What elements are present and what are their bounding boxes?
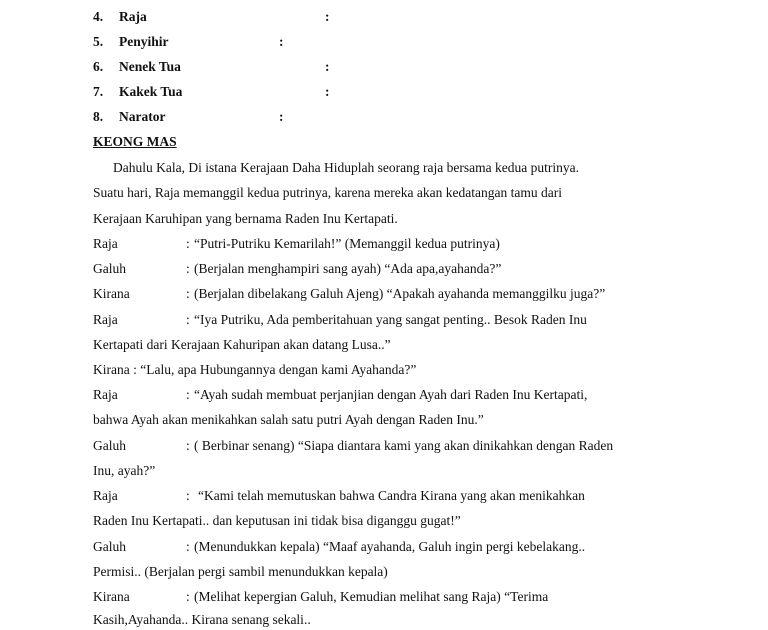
dialogue-text: ( Berbinar senang) “Siapa diantara kami yang akan dinikahkan dengan Raden (194, 438, 614, 453)
speaker-colon: : (186, 286, 190, 301)
dialogue-continuation: Inu, ayah?” (93, 463, 156, 478)
cast-colon: : (325, 9, 330, 24)
cast-role: Raja (119, 9, 147, 24)
speaker-colon: : (186, 539, 190, 554)
dialogue-continuation: bahwa Ayah akan menikahkan salah satu putri Ayah dengan Raden Inu.” (93, 412, 484, 427)
cast-number: 4. (93, 9, 104, 24)
cast-colon: : (325, 59, 330, 74)
cast-colon: : (279, 34, 284, 49)
speaker: Raja (93, 312, 118, 327)
speaker-colon: : (186, 312, 190, 327)
dialogue-continuation: Raden Inu Kertapati.. dan keputusan ini tidak bisa diganggu gugat!” (93, 513, 461, 528)
speaker: Galuh (93, 438, 126, 453)
speaker: Kirana (93, 286, 130, 301)
cast-number: 8. (93, 109, 104, 124)
speaker: Raja (93, 387, 118, 402)
cast-colon: : (279, 109, 284, 124)
speaker: Raja (93, 488, 118, 503)
speaker-colon: : (186, 236, 190, 251)
speaker: Raja (93, 236, 118, 251)
speaker: Galuh (93, 539, 126, 554)
dialogue-text: (Menundukkan kepala) “Maaf ayahanda, Galuh ingin pergi kebelakang.. (194, 539, 586, 554)
dialogue-text: (Berjalan menghampiri sang ayah) “Ada apa,ayahanda?” (194, 261, 502, 276)
dialogue-text: “Kami telah memutuskan bahwa Candra Kirana yang akan menikahkan (198, 488, 585, 503)
dialogue-text: “Iya Putriku, Ada pemberitahuan yang sangat penting.. Besok Raden Inu (194, 312, 587, 327)
speaker-colon: : (186, 438, 190, 453)
cast-number: 6. (93, 59, 104, 74)
speaker: Galuh (93, 261, 126, 276)
cast-role: Kakek Tua (119, 84, 183, 99)
dialogue-text: (Melihat kepergian Galuh, Kemudian melihat sang Raja) “Terima (194, 589, 549, 604)
intro-line: Suatu hari, Raja memanggil kedua putrinya, karena mereka akan kedatangan tamu dari (93, 185, 562, 200)
speaker-colon: : (186, 261, 190, 276)
dialogue-text: (Berjalan dibelakang Galuh Ajeng) “Apakah ayahanda memanggilku juga?” (194, 286, 606, 301)
cast-colon: : (325, 84, 330, 99)
cast-number: 7. (93, 84, 104, 99)
speaker-colon: : (186, 488, 190, 503)
story-title: KEONG MAS (93, 134, 177, 149)
cast-role: Nenek Tua (119, 59, 181, 74)
speaker-colon: : (186, 589, 190, 604)
dialogue-text: “Putri-Putriku Kemarilah!” (Memanggil kedua putrinya) (194, 236, 500, 251)
intro-line: Dahulu Kala, Di istana Kerajaan Daha Hiduplah seorang raja bersama kedua putrinya. (113, 160, 579, 175)
dialogue-line: Kirana : “Lalu, apa Hubungannya dengan kami Ayahanda?” (93, 362, 417, 377)
cast-role: Penyihir (119, 34, 169, 49)
cast-role: Narator (119, 109, 166, 124)
cast-number: 5. (93, 34, 104, 49)
dialogue-continuation: Kertapati dari Kerajaan Kahuripan akan datang Lusa..” (93, 337, 391, 352)
dialogue-continuation: Permisi.. (Berjalan pergi sambil menundukkan kepala) (93, 564, 388, 579)
dialogue-text: “Ayah sudah membuat perjanjian dengan Ayah dari Raden Inu Kertapati, (194, 387, 588, 402)
intro-line: Kerajaan Karuhipan yang bernama Raden Inu Kertapati. (93, 211, 398, 226)
speaker-colon: : (186, 387, 190, 402)
speaker: Kirana (93, 589, 130, 604)
dialogue-continuation: Kasih,Ayahanda.. Kirana senang sekali.. (93, 612, 311, 627)
